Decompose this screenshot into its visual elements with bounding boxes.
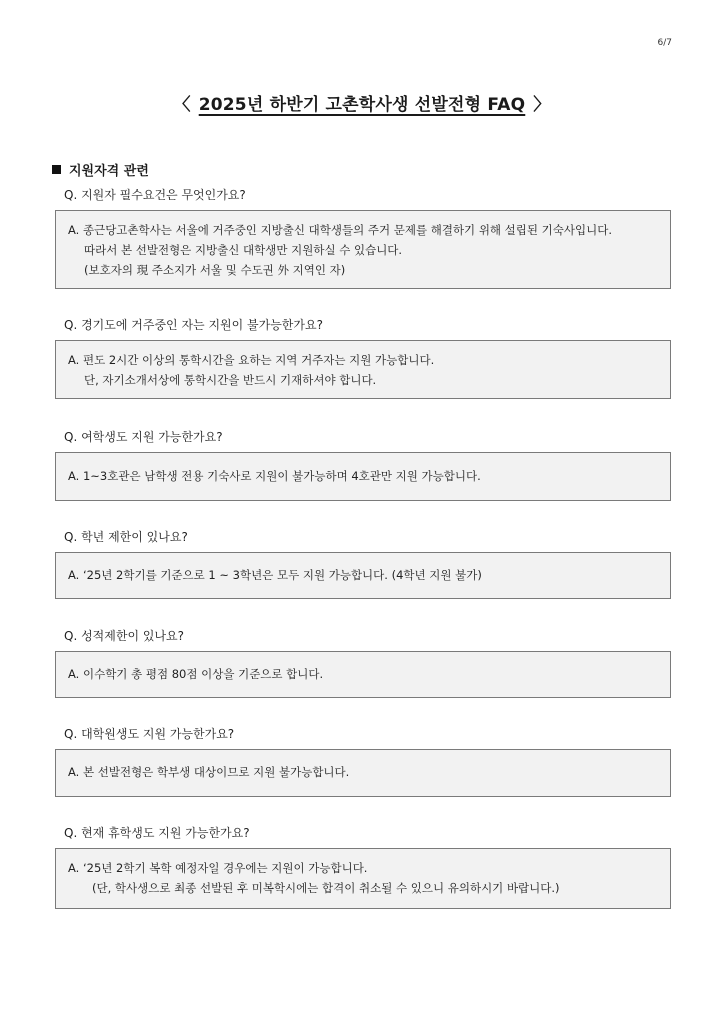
faq-answer-line: (단, 학사생으로 최종 선발된 후 미복학시에는 합격이 취소될 수 있으니 유의하시기 바랍니다.) <box>92 881 560 895</box>
faq-question: Q. 여학생도 지원 가능한가요? <box>64 430 223 444</box>
faq-answer-box <box>55 340 671 399</box>
square-bullet-icon <box>52 165 61 174</box>
faq-answer-line: A. 편도 2시간 이상의 통학시간을 요하는 지역 거주자는 지원 가능합니다. <box>68 353 435 367</box>
faq-answer-line: A. 1~3호관은 남학생 전용 기숙사로 지원이 불가능하며 4호관만 지원 가능합니다. <box>68 469 481 483</box>
faq-answer-line: A. ‘25년 2학기 복학 예정자일 경우에는 지원이 가능합니다. <box>68 861 368 875</box>
page-title <box>0 90 724 115</box>
faq-answer-box <box>55 651 671 698</box>
faq-question: Q. 학년 제한이 있나요? <box>64 530 188 544</box>
faq-answer-box <box>55 210 671 289</box>
faq-answer-line: 단, 자기소개서상에 통학시간을 반드시 기재하셔야 합니다. <box>84 373 377 387</box>
faq-question: Q. 지원자 필수요건은 무엇인가요? <box>64 188 246 202</box>
faq-answer-box <box>55 848 671 909</box>
faq-answer-box <box>55 452 671 501</box>
faq-answer-line: 따라서 본 선발전형은 지방출신 대학생만 지원하실 수 있습니다. <box>84 243 403 257</box>
faq-answer-line: (보호자의 現 주소지가 서울 및 수도권 外 지역인 자) <box>84 263 346 277</box>
section-header <box>52 160 149 179</box>
faq-question: Q. 성적제한이 있나요? <box>64 629 184 643</box>
faq-answer-line: A. 이수학기 총 평점 80점 이상을 기준으로 합니다. <box>68 667 324 681</box>
faq-question: Q. 대학원생도 지원 가능한가요? <box>64 727 235 741</box>
faq-answer-box <box>55 749 671 797</box>
faq-answer-line: A. 종근당고촌학사는 서울에 거주중인 지방출신 대학생들의 주거 문제를 해결하기 위해 설립된 기숙사입니다. <box>68 223 612 237</box>
title-left-bracket: 〈 <box>173 95 191 115</box>
section-title: 지원자격 관련 <box>69 164 149 179</box>
title-text: 2025년 하반기 고촌학사생 선발전형 FAQ <box>198 95 526 115</box>
faq-answer-line: A. ‘25년 2학기를 기준으로 1 ~ 3학년은 모두 지원 가능합니다. (4학년 지원 불가) <box>68 568 482 582</box>
faq-answer-box <box>55 552 671 599</box>
faq-answer-line: A. 본 선발전형은 학부생 대상이므로 지원 불가능합니다. <box>68 765 350 779</box>
faq-question: Q. 경기도에 거주중인 자는 지원이 불가능한가요? <box>64 318 323 332</box>
faq-question: Q. 현재 휴학생도 지원 가능한가요? <box>64 826 250 840</box>
page-number: 6/7 <box>657 38 672 48</box>
title-right-bracket: 〉 <box>533 95 551 115</box>
